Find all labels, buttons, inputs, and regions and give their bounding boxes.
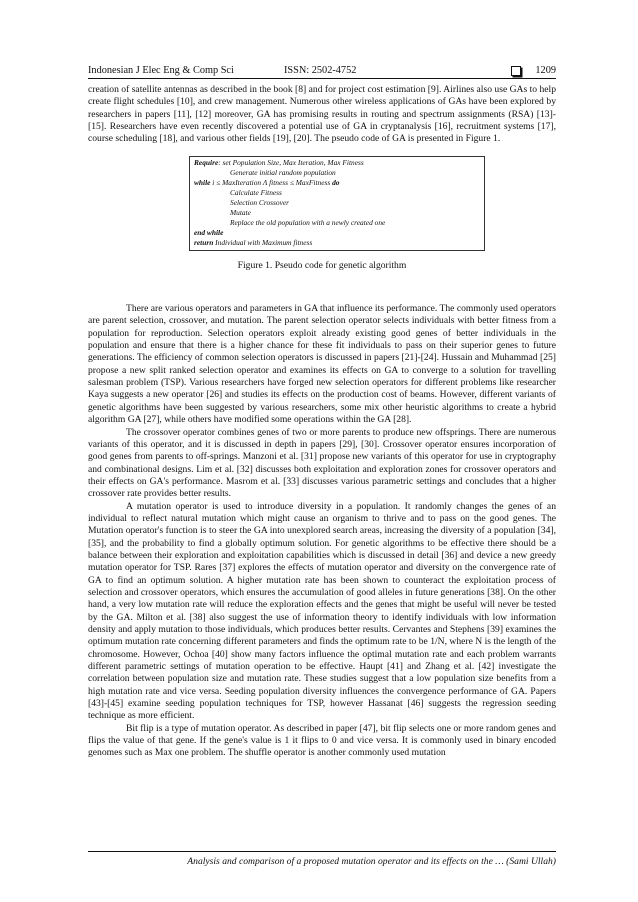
pseudocode-line: Selection Crossover [230,197,290,207]
checkbox-square-icon [511,66,521,76]
page-number: 1209 [535,65,556,76]
pseudocode-text: Individual with Maximum fitness [213,237,313,247]
pseudocode-keyword: Require [194,157,219,167]
pseudocode-text: i ≤ MaxIteration Λ fitness ≤ MaxFitness [210,177,333,187]
pseudocode-line: Mutate [230,207,251,217]
pseudocode-keyword: do [332,177,340,187]
body-paragraph: Bit flip is a type of mutation operator. As described in paper [47], bit flip selects one or more random genes and flips the value of that gene. If the gene's value is 1 it flips to 0 and vice versa. It is commonly used in binary encoded genomes such as Max one problem. The shuffle operator is another commonly used mutation [88,722,556,759]
header-right [511,65,556,76]
pseudocode-keyword: return [194,237,214,247]
page-body [88,84,556,760]
body-paragraph: There are various operators and parameters in GA that influence its performance. The commonly used operators are parent selection, crossover, and mutation. The parent selection operator selects individuals with better fitness from a population for reproduction. Selection operators exploit already existing good genes of better individuals in the population and ensure that there is a higher chance for these fit individuals to pass on their superior genes to future generations. The efficiency of common selection operators is discussed in papers [21]-[24]. Hussain and Muhammad [25] propose a new split ranked selection operator and examines its effects on GA to converge to a solution for travelling salesman problem (TSP). Various researchers have forged new selection operators for different problems like researcher Kaya suggests a new operator [26] and studies its effects on the production cost of beams. However, different variants of genetic algorithms have been suggested by various researchers, some mix other heuristic algorithms to create a hybrid algorithm GA [27], while others have modified some operations within the GA [28]. [88,303,556,426]
pseudocode-keyword: while [194,177,211,187]
running-footer: Analysis and comparison of a proposed mutation operator and its effects on the … (Sami Ullah) [187,856,556,867]
pseudocode-line [194,238,480,248]
pseudocode-line [194,158,480,168]
body-paragraph: The crossover operator combines genes of two or more parents to produce new offsprings. There are numerous variants of this operator, and it is discussed in depth in papers [29], [30]. Crossover operator ensures incorporation of good genes from parents to off-springs. Manzoni et al. [31] propose new variants of this operator for use in cryptography and combinational designs. Lim et al. [32] discusses both exploitation and exploration zones for crossover operators and their effects on GA's performance. Masrom et al. [33] discusses various parametric settings and concludes that a higher crossover rate provides better results. [88,426,556,500]
issn: ISSN: 2502-4752 [284,65,357,76]
running-header [88,60,556,76]
header-rule [88,78,556,79]
pseudocode-line: Calculate Fitness [230,187,282,197]
pseudocode-keyword: end while [194,227,224,237]
footer-rule [88,851,556,852]
pseudocode-line: Generate initial random population [230,167,336,177]
intro-paragraph: creation of satellite antennas as described in the book [8] and for project cost estimation [9]. Airlines also use GAs to help create flight schedules [10], and crew management. Numerous other wireless applications of GAs have been explored by researchers in papers [11], [12] moreover, GA has promising results in routing and spectrum assignments (RSA) [13]-[15]. Researchers have even recently discovered a potential use of GA in cryptanalysis [16], recruitment systems [17], course scheduling [18], and various other fields [19], [20]. The pseudo code of GA is presented in Figure 1. [88,84,556,145]
pseudocode-text: : set Population Size, Max Iteration, Max Fitness [218,157,364,167]
pseudocode-line: Replace the old population with a newly created one [230,217,386,227]
journal-name: Indonesian J Elec Eng & Comp Sci [88,65,234,76]
pseudocode-line [194,228,480,238]
figure-caption: Figure 1. Pseudo code for genetic algorithm [237,259,407,271]
body-paragraph: A mutation operator is used to introduce diversity in a population. It randomly changes the genes of an individual to reflect natural mutation which might cause an organism to thrive and to pass on the good genes. The Mutation operator's function is to steer the GA into unexplored search areas, increasing the diversity of a population [34], [35], and the probability to find a globally optimum solution. For genetic algorithms to be effective there should be a balance between their exploration and exploitation capabilities which is discussed in detail [36] and device a new greedy mutation operator for TSP. Rares [37] explores the effects of mutation operator and diversity on the convergence rate of GA to find an optimum solution. A higher mutation rate has been shown to counteract the exploitation process of selection and crossover operators, which ensures the accumulation of good alleles in future generations [38]. On the other hand, a very low mutation rate will reduce the exploration effects and the genes that might be useful will never be tested by the GA. Milton et al. [38] also suggest the use of information theory to identify individuals with low information density and apply mutation to those individuals, which produces better results. Cervantes and Stephens [39] examines the optimum mutation rate concerning different parameters and finds the optimum rate to be 1/N, where N is the length of the chromosome. However, Ochoa [40] show many factors influence the optimal mutation rate and each problem warrants different parametric settings of mutation operation to be effective. Haupt [41] and Zhang et al. [42] investigate the correlation between population size and mutation rate. These studies suggest that a low population size benefits from a high mutation rate and vice versa. Seeding population diversity influences the convergence performance of GA. Papers [43]-[45] examine seeding population techniques for TSP, however Hassanat [46] suggests the regression seeding technique as more efficient. [88,500,556,722]
pseudocode-box [189,156,485,251]
pseudocode-line [194,178,480,188]
